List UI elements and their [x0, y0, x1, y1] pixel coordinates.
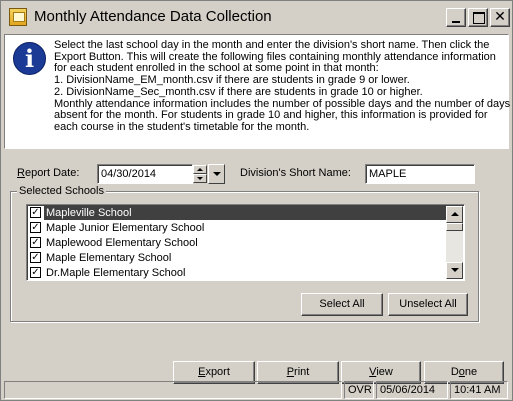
maximize-button[interactable]: [468, 8, 488, 27]
checkbox[interactable]: ✓: [31, 207, 40, 218]
instructions-text: [54, 39, 511, 134]
minimize-button[interactable]: [446, 8, 466, 27]
date-dropdown-button[interactable]: [208, 164, 225, 184]
list-item[interactable]: [29, 206, 447, 220]
instruction-line: absent for the month. For students in grade 10 and higher, this information is provided for: [54, 109, 488, 122]
school-name: Mapleville School: [44, 206, 447, 220]
close-icon: ✕: [494, 9, 506, 25]
checkbox[interactable]: ✓: [31, 237, 40, 248]
window-title: Monthly Attendance Data Collection: [34, 8, 272, 25]
report-date-label: Report Date:: [17, 167, 80, 179]
title-bar: [2, 2, 511, 32]
view-button[interactable]: View: [341, 361, 421, 384]
scroll-thumb[interactable]: [446, 223, 463, 231]
status-date: 05/06/2014: [376, 381, 448, 399]
select-all-button[interactable]: Select All: [301, 293, 383, 316]
schools-scrollbar[interactable]: [446, 206, 463, 279]
status-mode: OVR: [344, 381, 374, 399]
school-name: Maple Elementary School: [46, 252, 172, 264]
school-name: Maple Junior Elementary School: [46, 222, 205, 234]
school-name: Dr.Maple Elementary School: [46, 267, 186, 279]
scroll-up-icon[interactable]: [446, 206, 463, 223]
report-date-field[interactable]: 04/30/2014: [97, 164, 193, 184]
instruction-line: 1. DivisionName_EM_month.csv if there are students in grade 9 or lower.: [54, 74, 410, 87]
division-short-name-label: Division's Short Name:: [240, 167, 351, 179]
selected-schools-label: Selected Schools: [19, 185, 104, 197]
spin-up-icon[interactable]: [193, 165, 207, 174]
date-spinner[interactable]: [193, 165, 207, 183]
close-button[interactable]: [490, 8, 510, 27]
list-item[interactable]: [29, 251, 447, 265]
instruction-line: for each student enrolled in the school at some point in that month:: [54, 62, 379, 75]
unselect-all-button[interactable]: Unselect All: [388, 293, 468, 316]
instruction-line: Monthly attendance information includes the number of possible days and the number of days: [54, 97, 511, 110]
spin-down-icon[interactable]: [193, 174, 207, 183]
checkbox[interactable]: ✓: [31, 267, 40, 278]
done-button[interactable]: Done: [424, 361, 504, 384]
list-item[interactable]: [29, 221, 447, 235]
info-panel: [4, 34, 509, 149]
status-time: 10:41 AM: [450, 381, 508, 399]
instruction-line: 2. DivisionName_Sec_month.csv if there are students in grade 10 or higher.: [54, 85, 423, 98]
checkbox[interactable]: ✓: [31, 252, 40, 263]
division-short-name-input[interactable]: MAPLE: [365, 164, 475, 184]
app-icon: [9, 8, 27, 26]
export-button[interactable]: Export: [173, 361, 255, 384]
instruction-line: each course in the student's timetable for the month.: [54, 120, 310, 133]
instruction-line: Export Button. This will create the following files containing monthly attendance information: [54, 50, 496, 63]
instruction-line: Select the last school day in the month and enter the division's short name. Then click the: [54, 39, 490, 51]
list-item[interactable]: [29, 266, 447, 280]
print-button[interactable]: Print: [257, 361, 339, 384]
checkbox[interactable]: ✓: [31, 222, 40, 233]
school-name: Maplewood Elementary School: [46, 237, 198, 249]
schools-list[interactable]: [26, 204, 465, 281]
list-item[interactable]: [29, 236, 447, 250]
status-bar-main: [4, 381, 342, 399]
information-icon: i: [13, 42, 46, 75]
scroll-down-icon[interactable]: [446, 262, 463, 279]
